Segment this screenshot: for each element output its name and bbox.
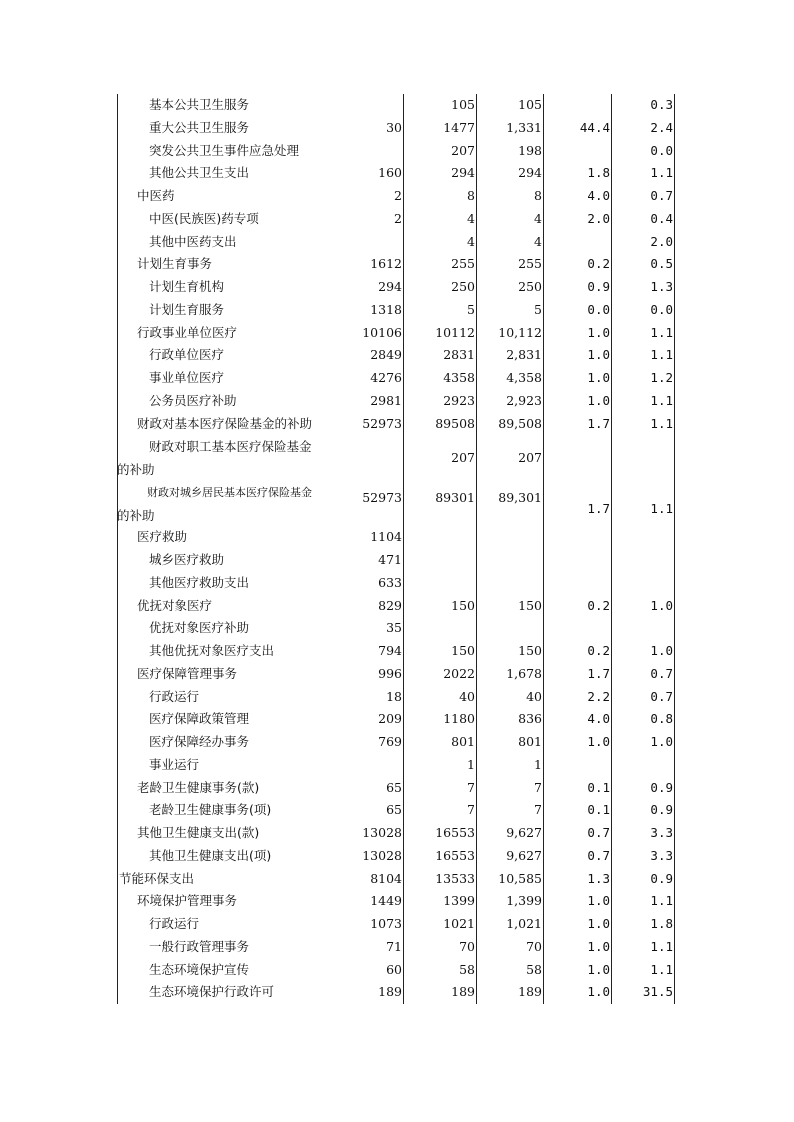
cell-col5: 1.0 <box>612 731 675 754</box>
row-name: 其他卫生健康支出(款) <box>137 825 260 840</box>
cell-col4: 1.0 <box>544 390 612 413</box>
table-row <box>117 253 677 276</box>
cell-col4: 1.7 <box>544 413 612 436</box>
cell-col3: 255 <box>477 253 544 276</box>
cell-col3: 150 <box>477 595 544 618</box>
cell-col5: 1.1 <box>612 162 675 185</box>
cell-col3 <box>477 617 544 640</box>
cell-col3: 9,627 <box>477 822 544 845</box>
table-row <box>117 185 677 208</box>
table-row <box>117 140 677 163</box>
row-name: 医疗救助 <box>137 529 188 545</box>
cell-col2: 150 <box>404 595 477 618</box>
cell-col5: 0.0 <box>612 140 675 163</box>
cell-col3: 2,831 <box>477 344 544 367</box>
cell-col2: 2022 <box>404 663 477 686</box>
cell-col4: 2.2 <box>544 686 612 709</box>
table-row <box>117 435 677 481</box>
cell-col1: 65 <box>331 799 404 822</box>
row-name: 老龄卫生健康事务(项) <box>149 802 272 818</box>
cell-col2: 1021 <box>404 913 477 936</box>
cell-col2: 2923 <box>404 390 477 413</box>
cell-col3: 58 <box>477 959 544 982</box>
cell-col5: 2.4 <box>612 117 675 140</box>
cell-col4: 0.2 <box>544 253 612 276</box>
row-name: 生态环境保护宣传 <box>149 961 250 977</box>
cell-col2: 1399 <box>404 890 477 913</box>
cell-col1: 189 <box>331 981 404 1004</box>
cell-col5: 0.7 <box>612 686 675 709</box>
cell-col5: 1.1 <box>612 959 675 982</box>
row-name: 计划生育机构 <box>149 279 225 294</box>
row-name <box>119 481 331 527</box>
cell-col5 <box>612 549 675 572</box>
table-row <box>117 617 677 640</box>
cell-col5 <box>612 526 675 549</box>
cell-col1: 13028 <box>331 822 404 845</box>
row-name: 计划生育服务 <box>149 301 225 317</box>
cell-col4: 1.0 <box>544 322 612 345</box>
table-row <box>117 162 677 185</box>
cell-col5: 1.8 <box>612 913 675 936</box>
table-row <box>117 663 677 686</box>
table-row <box>117 822 677 845</box>
cell-col1: 794 <box>331 640 404 663</box>
cell-col2: 13533 <box>404 868 477 891</box>
row-name: 优抚对象医疗 <box>137 597 213 613</box>
cell-col5: 1.1 <box>612 344 675 367</box>
cell-col4: 1.7 <box>544 663 612 686</box>
cell-col1: 769 <box>331 731 404 754</box>
budget-table <box>117 94 677 1004</box>
cell-col1: 2849 <box>331 344 404 367</box>
cell-col2: 105 <box>404 94 477 117</box>
cell-col3: 1,331 <box>477 117 544 140</box>
cell-col1: 160 <box>331 162 404 185</box>
cell-col3: 198 <box>477 140 544 163</box>
cell-col2: 58 <box>404 959 477 982</box>
table-row <box>117 981 677 1004</box>
cell-col5: 0.4 <box>612 208 675 231</box>
cell-col4: 1.0 <box>544 344 612 367</box>
row-name: 优抚对象医疗补助 <box>149 620 250 636</box>
cell-col5 <box>612 617 675 640</box>
cell-col5: 0.7 <box>612 185 675 208</box>
cell-col4: 1.0 <box>544 959 612 982</box>
cell-col2: 4 <box>404 231 477 254</box>
cell-col2: 7 <box>404 777 477 800</box>
cell-col2: 89508 <box>404 413 477 436</box>
cell-col1 <box>331 231 404 254</box>
cell-col4: 44.4 <box>544 117 612 140</box>
row-name: 节能环保支出 <box>119 870 195 886</box>
table-section-1 <box>117 94 677 435</box>
cell-col2: 250 <box>404 276 477 299</box>
row-name: 公务员医疗补助 <box>149 392 237 408</box>
cell-col5 <box>612 435 675 481</box>
cell-col4: 1.0 <box>544 981 612 1004</box>
cell-col3: 40 <box>477 686 544 709</box>
row-name: 突发公共卫生事件应急处理 <box>149 142 300 158</box>
cell-col3: 5 <box>477 299 544 322</box>
cell-col3: 89,301 <box>477 481 544 527</box>
cell-col4 <box>544 435 612 481</box>
row-name <box>119 435 331 481</box>
cell-col1: 1612 <box>331 253 404 276</box>
cell-col5: 0.8 <box>612 708 675 731</box>
cell-col1 <box>331 435 404 481</box>
table-row <box>117 936 677 959</box>
table-row <box>117 208 677 231</box>
cell-col4: 4.0 <box>544 185 612 208</box>
row-name: 行政单位医疗 <box>149 347 225 363</box>
cell-col3: 207 <box>477 435 544 481</box>
cell-col2: 16553 <box>404 822 477 845</box>
cell-col3: 9,627 <box>477 845 544 868</box>
cell-col1: 4276 <box>331 367 404 390</box>
cell-col4 <box>544 94 612 117</box>
table-row <box>117 845 677 868</box>
cell-col5 <box>612 754 675 777</box>
cell-col2 <box>404 572 477 595</box>
cell-col4: 0.7 <box>544 822 612 845</box>
table-row <box>117 913 677 936</box>
cell-col4: 0.9 <box>544 276 612 299</box>
cell-col5: 1.1 <box>612 936 675 959</box>
cell-col1: 30 <box>331 117 404 140</box>
row-name: 其他优抚对象医疗支出 <box>149 643 275 658</box>
cell-col5: 0.5 <box>612 253 675 276</box>
cell-col4: 0.2 <box>544 640 612 663</box>
cell-col3: 89,508 <box>477 413 544 436</box>
cell-col4 <box>544 140 612 163</box>
cell-col2: 1 <box>404 754 477 777</box>
cell-col3: 801 <box>477 731 544 754</box>
cell-col5: 1.3 <box>612 276 675 299</box>
cell-col3: 836 <box>477 708 544 731</box>
cell-col1: 65 <box>331 777 404 800</box>
table-row <box>117 299 677 322</box>
cell-col3: 8 <box>477 185 544 208</box>
table-row <box>117 276 677 299</box>
cell-col5: 1.0 <box>612 640 675 663</box>
cell-col3: 105 <box>477 94 544 117</box>
table-row <box>117 777 677 800</box>
table-row <box>117 367 677 390</box>
table-row <box>117 526 677 549</box>
cell-col1: 13028 <box>331 845 404 868</box>
row-name: 医疗保障政策管理 <box>149 711 250 727</box>
cell-col2: 10112 <box>404 322 477 345</box>
row-name-line2: 的补助 <box>117 462 155 477</box>
table-row <box>117 959 677 982</box>
cell-col2: 1180 <box>404 708 477 731</box>
cell-col4: 1.8 <box>544 162 612 185</box>
cell-col3: 1,021 <box>477 913 544 936</box>
row-name: 中医药 <box>137 188 175 203</box>
row-name: 其他中医药支出 <box>149 233 237 249</box>
cell-col1: 2981 <box>331 390 404 413</box>
cell-col4: 0.1 <box>544 777 612 800</box>
table-row <box>117 549 677 572</box>
cell-col2 <box>404 549 477 572</box>
cell-col3: 250 <box>477 276 544 299</box>
cell-col5: 1.1 <box>612 390 675 413</box>
cell-col1 <box>331 754 404 777</box>
table-section-2 <box>117 526 677 1004</box>
table-row <box>117 754 677 777</box>
row-name: 中医(民族医)药专项 <box>149 210 259 226</box>
cell-col5: 1.1 <box>612 890 675 913</box>
cell-col3: 189 <box>477 981 544 1004</box>
row-name: 一般行政管理事务 <box>149 938 250 954</box>
cell-col4 <box>544 526 612 549</box>
cell-col4: 0.0 <box>544 299 612 322</box>
cell-col3: 7 <box>477 799 544 822</box>
cell-col1: 2 <box>331 208 404 231</box>
table-row <box>117 572 677 595</box>
cell-col2: 8 <box>404 185 477 208</box>
row-name: 环境保护管理事务 <box>137 893 238 909</box>
cell-col2: 255 <box>404 253 477 276</box>
cell-col4: 1.7 <box>544 481 612 527</box>
row-name: 重大公共卫生服务 <box>149 119 250 135</box>
row-name-line1: 财政对城乡居民基本医疗保险基金 <box>147 485 312 499</box>
cell-col4: 0.7 <box>544 845 612 868</box>
cell-col3 <box>477 572 544 595</box>
cell-col2: 189 <box>404 981 477 1004</box>
cell-col1: 1073 <box>331 913 404 936</box>
cell-col3: 294 <box>477 162 544 185</box>
cell-col5: 1.1 <box>612 322 675 345</box>
cell-col5: 1.1 <box>612 481 675 527</box>
cell-col2: 16553 <box>404 845 477 868</box>
cell-col4 <box>544 572 612 595</box>
table-row <box>117 390 677 413</box>
cell-col4: 1.0 <box>544 731 612 754</box>
cell-col5: 1.1 <box>612 413 675 436</box>
cell-col5: 2.0 <box>612 231 675 254</box>
cell-col3 <box>477 549 544 572</box>
cell-col1 <box>331 94 404 117</box>
cell-col4: 2.0 <box>544 208 612 231</box>
cell-col3: 70 <box>477 936 544 959</box>
cell-col5: 0.0 <box>612 299 675 322</box>
cell-col1: 294 <box>331 276 404 299</box>
table-row <box>117 799 677 822</box>
cell-col2: 40 <box>404 686 477 709</box>
cell-col3: 2,923 <box>477 390 544 413</box>
cell-col1: 1318 <box>331 299 404 322</box>
cell-col1: 829 <box>331 595 404 618</box>
cell-col1: 60 <box>331 959 404 982</box>
table-row <box>117 595 677 618</box>
cell-col3: 1,399 <box>477 890 544 913</box>
row-name-line1: 财政对职工基本医疗保险基金 <box>149 439 312 455</box>
cell-col3: 10,112 <box>477 322 544 345</box>
row-name: 医疗保障管理事务 <box>137 665 238 681</box>
cell-col4: 1.0 <box>544 890 612 913</box>
row-name: 城乡医疗救助 <box>149 552 225 567</box>
cell-col1: 996 <box>331 663 404 686</box>
table-row <box>117 686 677 709</box>
table-row <box>117 94 677 117</box>
cell-col2: 294 <box>404 162 477 185</box>
cell-col4: 0.2 <box>544 595 612 618</box>
table-row <box>117 890 677 913</box>
cell-col1: 2 <box>331 185 404 208</box>
cell-col2: 89301 <box>404 481 477 527</box>
cell-col4 <box>544 754 612 777</box>
row-name: 行政事业单位医疗 <box>137 324 238 340</box>
cell-col4: 1.3 <box>544 868 612 891</box>
cell-col4: 1.0 <box>544 367 612 390</box>
table-row <box>117 413 677 436</box>
row-name: 其他医疗救助支出 <box>149 574 250 590</box>
row-name: 事业单位医疗 <box>149 370 225 385</box>
table-row <box>117 868 677 891</box>
cell-col2: 7 <box>404 799 477 822</box>
cell-col5: 0.7 <box>612 663 675 686</box>
cell-col5: 31.5 <box>612 981 675 1004</box>
cell-col3: 7 <box>477 777 544 800</box>
cell-col2: 5 <box>404 299 477 322</box>
cell-col5: 0.3 <box>612 94 675 117</box>
cell-col4 <box>544 617 612 640</box>
cell-col4: 1.0 <box>544 913 612 936</box>
cell-col5: 3.3 <box>612 845 675 868</box>
cell-col3: 10,585 <box>477 868 544 891</box>
table-row <box>117 322 677 345</box>
cell-col4: 0.1 <box>544 799 612 822</box>
cell-col1: 52973 <box>331 481 404 527</box>
cell-col5: 0.9 <box>612 799 675 822</box>
cell-col5: 0.9 <box>612 868 675 891</box>
cell-col2: 801 <box>404 731 477 754</box>
row-name: 生态环境保护行政许可 <box>149 984 275 1000</box>
row-name: 事业运行 <box>149 756 200 772</box>
cell-col5: 1.0 <box>612 595 675 618</box>
row-name: 老龄卫生健康事务(款) <box>137 779 260 795</box>
cell-col1: 18 <box>331 686 404 709</box>
cell-col2: 1477 <box>404 117 477 140</box>
cell-col3: 4 <box>477 208 544 231</box>
row-name: 医疗保障经办事务 <box>149 734 250 749</box>
table-row <box>117 231 677 254</box>
cell-col1: 209 <box>331 708 404 731</box>
cell-col2: 2831 <box>404 344 477 367</box>
table-row <box>117 344 677 367</box>
cell-col2: 70 <box>404 936 477 959</box>
cell-col1: 8104 <box>331 868 404 891</box>
table-row <box>117 640 677 663</box>
cell-col5: 1.2 <box>612 367 675 390</box>
cell-col2: 207 <box>404 140 477 163</box>
row-name: 计划生育事务 <box>137 256 213 272</box>
cell-col3: 1 <box>477 754 544 777</box>
cell-col1: 35 <box>331 617 404 640</box>
cell-col1: 71 <box>331 936 404 959</box>
cell-col2: 4 <box>404 208 477 231</box>
table-row <box>117 481 677 527</box>
cell-col1: 1449 <box>331 890 404 913</box>
cell-col2 <box>404 617 477 640</box>
cell-col1: 471 <box>331 549 404 572</box>
cell-col3: 4 <box>477 231 544 254</box>
cell-col2 <box>404 526 477 549</box>
cell-col3: 4,358 <box>477 367 544 390</box>
cell-col5: 3.3 <box>612 822 675 845</box>
cell-col5: 0.9 <box>612 777 675 800</box>
row-name: 财政对基本医疗保险基金的补助 <box>137 415 313 431</box>
cell-col3: 1,678 <box>477 663 544 686</box>
cell-col4: 1.0 <box>544 936 612 959</box>
row-name: 基本公共卫生服务 <box>149 97 250 112</box>
table-row <box>117 117 677 140</box>
row-name: 其他公共卫生支出 <box>149 165 250 181</box>
row-name: 行政运行 <box>149 688 200 704</box>
cell-col1: 10106 <box>331 322 404 345</box>
cell-col1: 633 <box>331 572 404 595</box>
cell-col1: 1104 <box>331 526 404 549</box>
cell-col5 <box>612 572 675 595</box>
cell-col4 <box>544 549 612 572</box>
cell-col4: 4.0 <box>544 708 612 731</box>
cell-col1 <box>331 140 404 163</box>
cell-col2: 207 <box>404 435 477 481</box>
table-row <box>117 708 677 731</box>
row-name: 其他卫生健康支出(项) <box>149 847 272 863</box>
cell-col1: 52973 <box>331 413 404 436</box>
cell-col2: 4358 <box>404 367 477 390</box>
cell-col2: 150 <box>404 640 477 663</box>
row-name: 行政运行 <box>149 916 200 931</box>
row-name-line2: 的补助 <box>117 507 155 523</box>
cell-col3 <box>477 526 544 549</box>
cell-col3: 150 <box>477 640 544 663</box>
cell-col4 <box>544 231 612 254</box>
table-row <box>117 731 677 754</box>
